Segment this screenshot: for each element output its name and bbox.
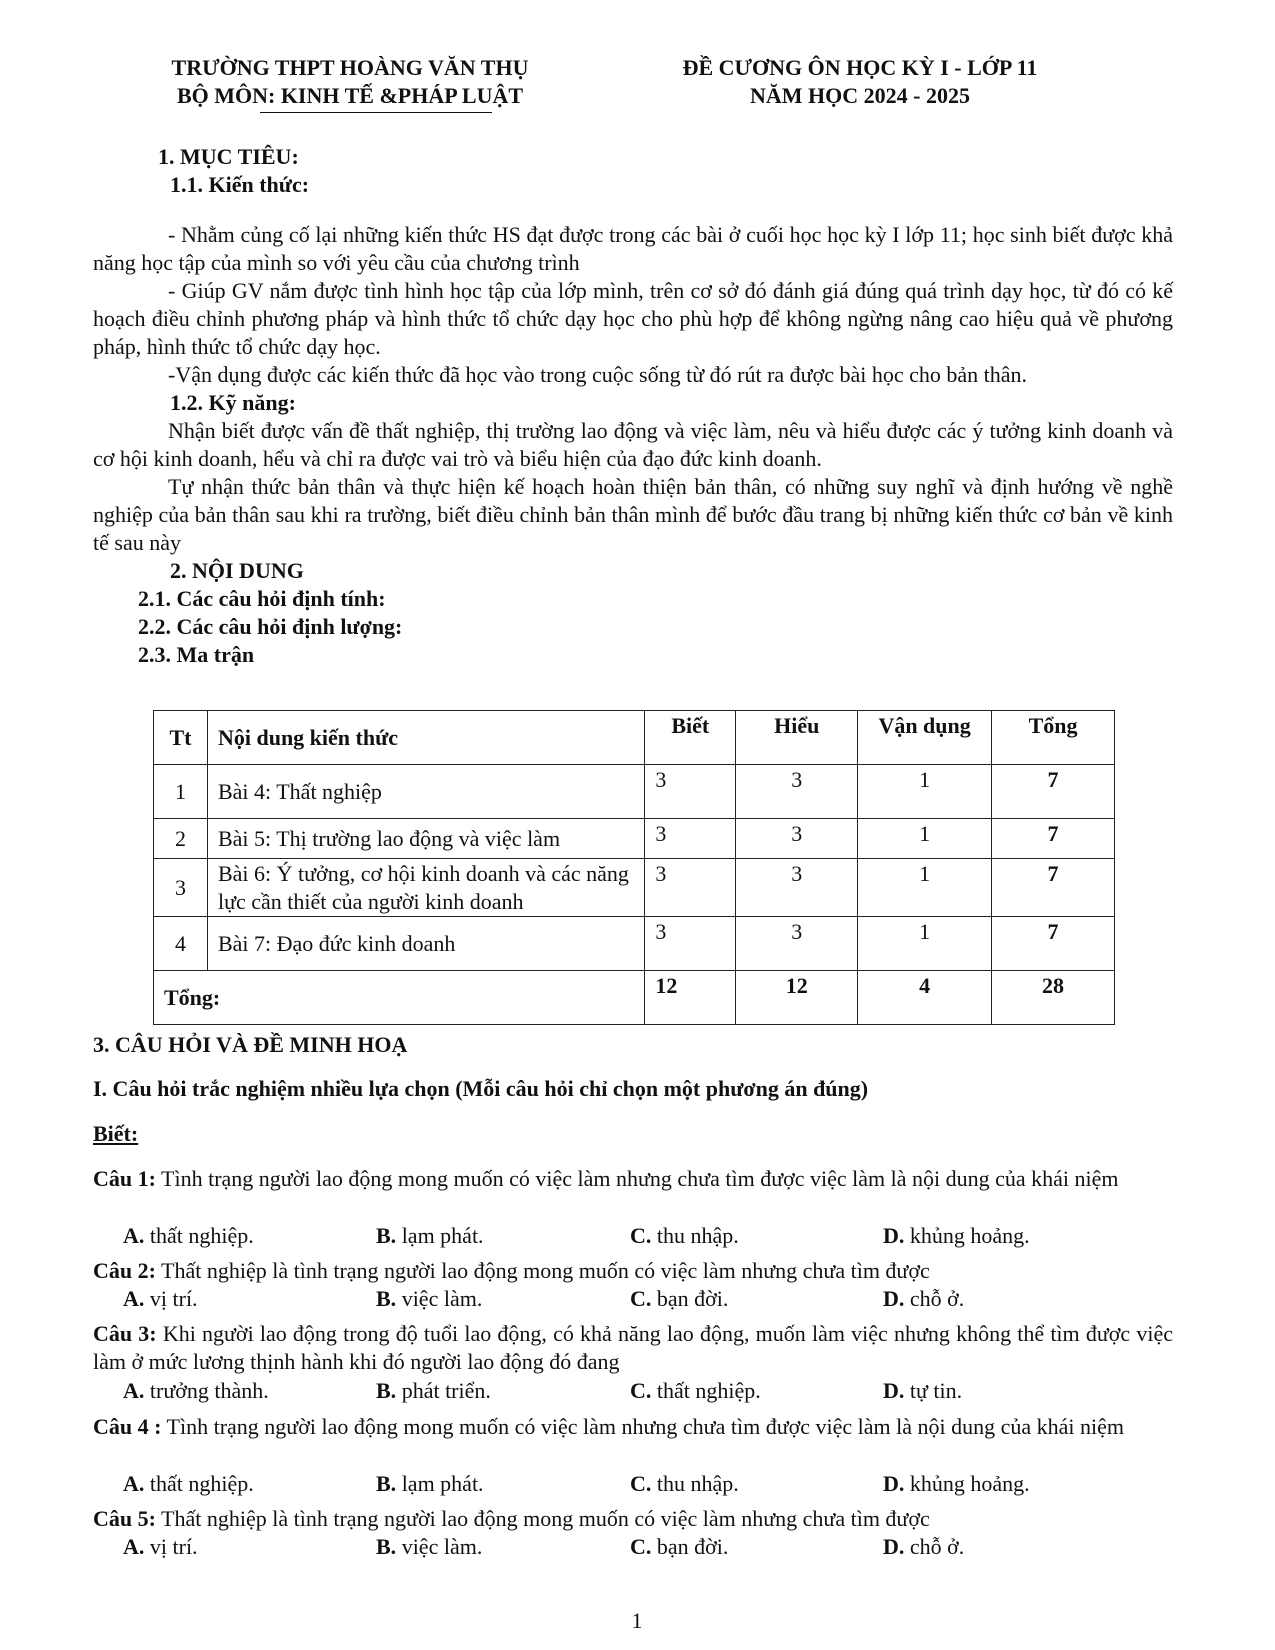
row-hieu: 3	[736, 917, 858, 971]
q3-option-a[interactable]	[123, 1377, 269, 1405]
row-content: Bài 5: Thị trường lao động và việc làm	[207, 819, 644, 859]
q5-option-b[interactable]	[376, 1533, 482, 1561]
total-tong: 28	[992, 971, 1115, 1025]
question-label: Câu 1:	[93, 1166, 156, 1191]
row-tong: 7	[992, 765, 1115, 819]
question-1	[93, 1165, 1173, 1193]
q4-option-d[interactable]	[883, 1470, 1030, 1498]
section1-sub2: 1.2. Kỹ năng:	[170, 390, 296, 415]
option-letter: D.	[883, 1286, 905, 1311]
q4-option-b[interactable]	[376, 1470, 484, 1498]
question-text: Thất nghiệp là tình trạng người lao động mong muốn có việc làm nhưng chưa tìm được	[155, 1506, 930, 1531]
row-biet: 3	[645, 917, 736, 971]
q2-option-a[interactable]	[123, 1285, 198, 1313]
total-label: Tổng:	[154, 971, 645, 1025]
para2-text: - Giúp GV nắm được tình hình học tập của lớp mình, trên cơ sở đó đánh giá đúng quá trình dạy học, từ đó có kế hoạch điều chỉnh phương pháp và hình thức tổ chức dạy học cho phù hợp để không ngừng nâng cao hiệu quả về phương pháp, hình thức tổ chức dạy học.	[93, 278, 1173, 359]
question-label: Câu 3:	[93, 1321, 157, 1346]
row-tt: 2	[154, 819, 208, 859]
option-text: bạn đời.	[651, 1534, 729, 1559]
option-letter: B.	[376, 1534, 397, 1559]
section1-para2	[93, 277, 1173, 361]
header-tt: Tt	[154, 711, 208, 765]
question-5	[93, 1505, 1173, 1533]
option-text: lạm phát.	[396, 1471, 484, 1496]
header-content: Nội dung kiến thức	[207, 711, 644, 765]
header-vandung: Vận dụng	[858, 711, 992, 765]
section3-heading: 3. CÂU HỎI VÀ ĐỀ MINH HOẠ	[93, 1032, 408, 1057]
q3-option-c[interactable]	[630, 1377, 761, 1405]
option-letter: D.	[883, 1378, 905, 1403]
option-letter: C.	[630, 1534, 652, 1559]
table-total-row	[154, 971, 1115, 1025]
section1-heading: 1. MỤC TIÊU:	[158, 144, 299, 169]
section2-sub2: 2.2. Các câu hỏi định lượng:	[138, 614, 403, 639]
q1-option-a[interactable]	[123, 1222, 254, 1250]
option-text: thất nghiệp.	[144, 1471, 254, 1496]
row-hieu: 3	[736, 819, 858, 859]
school-year: NĂM HỌC 2024 - 2025	[750, 83, 970, 108]
question-label: Câu 4 :	[93, 1414, 162, 1439]
row-hieu: 3	[736, 859, 858, 917]
q1-option-b[interactable]	[376, 1222, 484, 1250]
header-hieu: Hiểu	[736, 711, 858, 765]
option-letter: C.	[630, 1471, 652, 1496]
total-vandung: 4	[858, 971, 992, 1025]
department-name: BỘ MÔN: KINH TẾ &PHÁP LUẬT	[176, 83, 524, 108]
row-tt: 1	[154, 765, 208, 819]
question-text: Thất nghiệp là tình trạng người lao động mong muốn có việc làm nhưng chưa tìm được	[155, 1258, 930, 1283]
section1-para3	[93, 361, 1173, 389]
section1-para1	[93, 221, 1173, 277]
option-letter: A.	[123, 1286, 145, 1311]
q5-option-d[interactable]	[883, 1533, 964, 1561]
option-text: phát triển.	[396, 1378, 491, 1403]
row-hieu: 3	[736, 765, 858, 819]
question-text: Tình trạng người lao động mong muốn có việc làm nhưng chưa tìm được việc làm là nội dung của khái niệm	[155, 1166, 1119, 1191]
q5-option-a[interactable]	[123, 1533, 198, 1561]
row-biet: 3	[645, 819, 736, 859]
option-text: thu nhập.	[651, 1471, 739, 1496]
row-tong: 7	[992, 819, 1115, 859]
question-label: Câu 5:	[93, 1506, 156, 1531]
option-text: tự tin.	[904, 1378, 963, 1403]
section1-para4	[93, 417, 1173, 473]
para5-text: Tự nhận thức bản thân và thực hiện kế hoạch hoàn thiện bản thân, có những suy nghĩ và định hướng về nghề nghiệp của bản thân sau khi ra trường, biết điều chỉnh bản thân mình để bước đầu trang bị những kiến thức cơ bản về kinh tế sau này	[93, 474, 1173, 555]
question-label: Câu 2:	[93, 1258, 156, 1283]
q1-option-c[interactable]	[630, 1222, 739, 1250]
option-text: khủng hoảng.	[904, 1223, 1030, 1248]
row-content: Bài 6: Ý tưởng, cơ hội kinh doanh và các năng lực cần thiết của người kinh doanh	[207, 859, 644, 917]
row-biet: 3	[645, 765, 736, 819]
row-tt: 4	[154, 917, 208, 971]
option-letter: B.	[376, 1378, 397, 1403]
question-2	[93, 1257, 1173, 1285]
q2-option-b[interactable]	[376, 1285, 482, 1313]
section2-sub1: 2.1. Các câu hỏi định tính:	[138, 586, 386, 611]
option-text: thất nghiệp.	[144, 1223, 254, 1248]
row-content: Bài 4: Thất nghiệp	[207, 765, 644, 819]
row-content: Bài 7: Đạo đức kinh doanh	[207, 917, 644, 971]
question-3	[93, 1320, 1173, 1376]
option-letter: A.	[123, 1223, 145, 1248]
table-row	[154, 765, 1115, 819]
option-text: vị trí.	[144, 1534, 198, 1559]
option-text: lạm phát.	[396, 1223, 484, 1248]
q2-option-c[interactable]	[630, 1285, 728, 1313]
q1-option-d[interactable]	[883, 1222, 1030, 1250]
option-letter: A.	[123, 1378, 145, 1403]
row-vandung: 1	[858, 819, 992, 859]
section1-sub1: 1.1. Kiến thức:	[170, 172, 310, 197]
total-biet: 12	[645, 971, 736, 1025]
level-biet: Biết:	[93, 1121, 139, 1146]
option-letter: D.	[883, 1534, 905, 1559]
para4-text: Nhận biết được vấn đề thất nghiệp, thị trường lao động và việc làm, nêu và hiểu được các ý tưởng kinh doanh và cơ hội kinh doanh, hểu và chỉ ra được vai trò và biểu hiện của đạo đức kinh doanh.	[93, 418, 1173, 471]
table-row	[154, 917, 1115, 971]
q3-option-d[interactable]	[883, 1377, 962, 1405]
row-tong: 7	[992, 859, 1115, 917]
total-hieu: 12	[736, 971, 858, 1025]
option-letter: B.	[376, 1471, 397, 1496]
section2-sub3: 2.3. Ma trận	[138, 642, 255, 667]
section1-para5	[93, 473, 1173, 557]
option-text: việc làm.	[396, 1286, 483, 1311]
q5-option-c[interactable]	[630, 1533, 728, 1561]
header-biet: Biết	[645, 711, 736, 765]
option-text: chỗ ở.	[904, 1286, 965, 1311]
option-letter: C.	[630, 1223, 652, 1248]
header-underline	[260, 112, 492, 113]
option-letter: D.	[883, 1471, 905, 1496]
row-vandung: 1	[858, 765, 992, 819]
q4-option-c[interactable]	[630, 1470, 739, 1498]
option-letter: A.	[123, 1534, 145, 1559]
row-vandung: 1	[858, 859, 992, 917]
option-letter: B.	[376, 1286, 397, 1311]
question-text: Khi người lao động trong độ tuổi lao động, có khả năng lao động, muốn làm việc nhưng không thể tìm được việc làm ở mức lương thịnh hành khi đó người lao động đó đang	[93, 1321, 1173, 1374]
q2-option-d[interactable]	[883, 1285, 964, 1313]
option-text: vị trí.	[144, 1286, 198, 1311]
row-vandung: 1	[858, 917, 992, 971]
table-header-row	[154, 711, 1115, 765]
option-letter: A.	[123, 1471, 145, 1496]
school-name: TRƯỜNG THPT HOÀNG VĂN THỤ	[171, 55, 529, 80]
question-4	[93, 1413, 1173, 1441]
q4-option-a[interactable]	[123, 1470, 254, 1498]
page-number: 1	[631, 1608, 643, 1633]
option-text: thu nhập.	[651, 1223, 739, 1248]
table-row	[154, 819, 1115, 859]
option-text: khủng hoảng.	[904, 1471, 1030, 1496]
row-tong: 7	[992, 917, 1115, 971]
document-title: ĐỀ CƯƠNG ÔN HỌC KỲ I - LỚP 11	[682, 55, 1038, 80]
option-letter: C.	[630, 1286, 652, 1311]
table-row	[154, 859, 1115, 917]
row-biet: 3	[645, 859, 736, 917]
question-text: Tình trạng người lao động mong muốn có việc làm nhưng chưa tìm được việc làm là nội dung của khái niệm	[161, 1414, 1125, 1439]
option-letter: D.	[883, 1223, 905, 1248]
para3-text: -Vận dụng được các kiến thức đã học vào trong cuộc sống từ đó rút ra được bài học cho bản thân.	[168, 362, 1028, 387]
option-text: chỗ ở.	[904, 1534, 965, 1559]
section3-part1: I. Câu hỏi trắc nghiệm nhiều lựa chọn (Mỗi câu hỏi chỉ chọn một phương án đúng)	[93, 1076, 869, 1101]
option-letter: C.	[630, 1378, 652, 1403]
option-letter: B.	[376, 1223, 397, 1248]
matrix-table	[153, 710, 1115, 1025]
section2-heading: 2. NỘI DUNG	[170, 558, 304, 583]
option-text: việc làm.	[396, 1534, 483, 1559]
header-tong: Tổng	[992, 711, 1115, 765]
option-text: bạn đời.	[651, 1286, 729, 1311]
row-tt: 3	[154, 859, 208, 917]
option-text: trưởng thành.	[144, 1378, 269, 1403]
option-text: thất nghiệp.	[651, 1378, 761, 1403]
para1-text: - Nhằm củng cố lại những kiến thức HS đạt được trong các bài ở cuối học học kỳ I lớp 11; học sinh biết được khả năng học tập của mình so với yêu cầu của chương trình	[93, 222, 1173, 275]
q3-option-b[interactable]	[376, 1377, 491, 1405]
